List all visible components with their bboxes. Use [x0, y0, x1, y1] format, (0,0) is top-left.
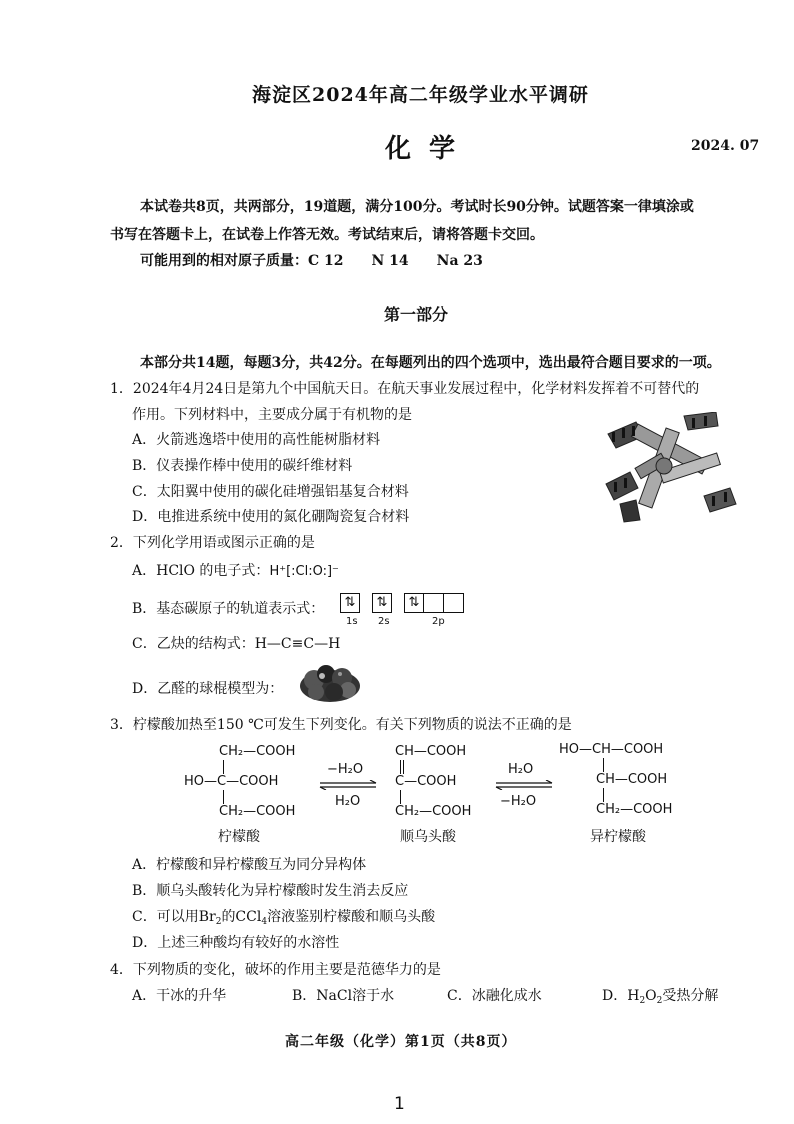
isocitric-acid-row-2: CH—COOH	[596, 772, 668, 787]
arrow1-bottom-label: H₂O	[335, 794, 361, 809]
q2-stem: 2．下列化学用语或图示正确的是	[110, 535, 315, 551]
orbital-1s: ⇅	[340, 593, 360, 613]
q4-d-text: D．H	[602, 988, 640, 1004]
isocitric-acid-name: 异柠檬酸	[590, 829, 646, 845]
q4-d-text: O	[645, 988, 657, 1004]
hclo-electron-formula: H⁺[:Cl:O:]⁻	[269, 564, 339, 579]
orbital-2p-3	[444, 593, 464, 613]
isocitric-acid-row-3: CH₂—COOH	[596, 802, 673, 817]
q3-c-text: 的CCl	[221, 909, 262, 925]
aconitic-acid-row-3: CH₂—COOH	[395, 804, 472, 819]
q2-option-b[interactable]: B．基态碳原子的轨道表示式：	[132, 601, 325, 617]
arrow2-top-label: H₂O	[508, 762, 534, 777]
orbital-2s: ⇅	[372, 593, 392, 613]
q3-c-sub: 2	[215, 917, 222, 927]
space-station-image	[600, 412, 740, 524]
q3-option-c[interactable]	[132, 908, 435, 926]
q3-stem: 3．柠檬酸加热至150 ℃可发生下列变化。有关下列物质的说法不正确的是	[110, 717, 572, 733]
q3-c-text: C．可以用Br	[132, 909, 216, 925]
subject-title: 化学	[385, 134, 474, 164]
atomic-mass-line: 可能用到的相对原子质量：C 12 N 14 Na 23	[140, 253, 483, 269]
page-number: 1	[394, 1094, 405, 1114]
bond-line	[603, 788, 604, 802]
acetaldehyde-model-image	[296, 664, 364, 704]
page-footer: 高二年级（化学）第1页（共8页）	[285, 1034, 517, 1050]
exam-date: 2024. 07	[691, 138, 760, 154]
q1-option-b[interactable]: B．仪表操作棒中使用的碳纤维材料	[132, 458, 353, 474]
q2-option-d[interactable]: D．乙醛的球棍模型为：	[132, 681, 284, 697]
citric-acid-name: 柠檬酸	[218, 829, 260, 845]
exam-title: 海淀区2024年高二年级学业水平调研	[252, 84, 589, 106]
bond-line	[223, 760, 224, 774]
citric-acid-row-1: CH₂—COOH	[219, 744, 296, 759]
isocitric-acid-row-1: HO—CH—COOH	[559, 742, 664, 757]
bond-line	[400, 760, 401, 774]
q2-option-a[interactable]	[132, 562, 339, 581]
part-instructions: 本部分共14题，每题3分，共42分。在每题列出的四个选项中，选出最符合题目要求的一项。	[140, 355, 721, 371]
orbital-2p-2	[424, 593, 444, 613]
aconitic-acid-row-2: C—COOH	[395, 774, 457, 789]
q3-option-b[interactable]: B．顺乌头酸转化为异柠檬酸时发生消去反应	[132, 883, 409, 899]
q4-option-b[interactable]: B．NaCl溶于水	[292, 988, 395, 1004]
q4-option-c[interactable]: C．冰融化成水	[447, 988, 542, 1004]
equilibrium-arrow-icon	[494, 780, 554, 790]
arrow2-bottom-label: −H₂O	[500, 794, 537, 809]
orbital-2p-1: ⇅	[404, 593, 424, 613]
bond-line	[400, 790, 401, 804]
q4-stem: 4．下列物质的变化，破坏的作用主要是范德华力的是	[110, 962, 441, 978]
citric-acid-row-2: HO—C—COOH	[184, 774, 279, 789]
q4-option-a[interactable]: A．干冰的升华	[132, 988, 227, 1004]
q1-stem-line-1: 1．2024年4月24日是第九个中国航天日。在航天事业发展过程中，化学材料发挥着不可替代的	[110, 381, 700, 397]
label-1s: 1s	[346, 616, 358, 627]
q3-option-a[interactable]: A．柠檬酸和异柠檬酸互为同分异构体	[132, 857, 367, 873]
part-heading: 第一部分	[384, 305, 449, 324]
bond-line	[603, 758, 604, 772]
equilibrium-arrow-icon	[318, 780, 378, 790]
q1-stem-line-2: 作用。下列材料中，主要成分属于有机物的是	[132, 407, 412, 423]
q3-option-d[interactable]: D．上述三种酸均有较好的水溶性	[132, 935, 340, 951]
double-bond-line	[403, 760, 404, 774]
q1-option-c[interactable]: C．太阳翼中使用的碳化硅增强铝基复合材料	[132, 484, 409, 500]
arrow1-top-label: −H₂O	[327, 762, 364, 777]
q3-c-sub: 4	[261, 917, 268, 927]
q1-option-a[interactable]: A．火箭逃逸塔中使用的高性能树脂材料	[132, 432, 381, 448]
aconitic-acid-name: 顺乌头酸	[400, 829, 456, 845]
aconitic-acid-row-1: CH—COOH	[395, 744, 467, 759]
bond-line	[223, 790, 224, 804]
q4-option-d[interactable]	[602, 987, 718, 1005]
q2-option-a-label: A．HClO 的电子式：	[132, 563, 270, 579]
q4-d-sub: 2	[639, 996, 646, 1006]
label-2s: 2s	[378, 616, 390, 627]
q2-option-c[interactable]: C．乙炔的结构式：H—C≡C—H	[132, 636, 341, 652]
q4-d-sub: 2	[656, 996, 663, 1006]
citric-acid-row-3: CH₂—COOH	[219, 804, 296, 819]
intro-line-2: 书写在答题卡上，在试卷上作答无效。考试结束后，请将答题卡交回。	[110, 227, 544, 243]
intro-line-1: 本试卷共8页，共两部分，19道题，满分100分。考试时长90分钟。试题答案一律填涂或	[140, 199, 694, 215]
q3-c-text: 溶液鉴别柠檬酸和顺乌头酸	[267, 909, 436, 925]
q4-d-text: 受热分解	[662, 988, 719, 1004]
q1-option-d[interactable]: D．电推进系统中使用的氮化硼陶瓷复合材料	[132, 509, 410, 525]
label-2p: 2p	[432, 616, 445, 627]
